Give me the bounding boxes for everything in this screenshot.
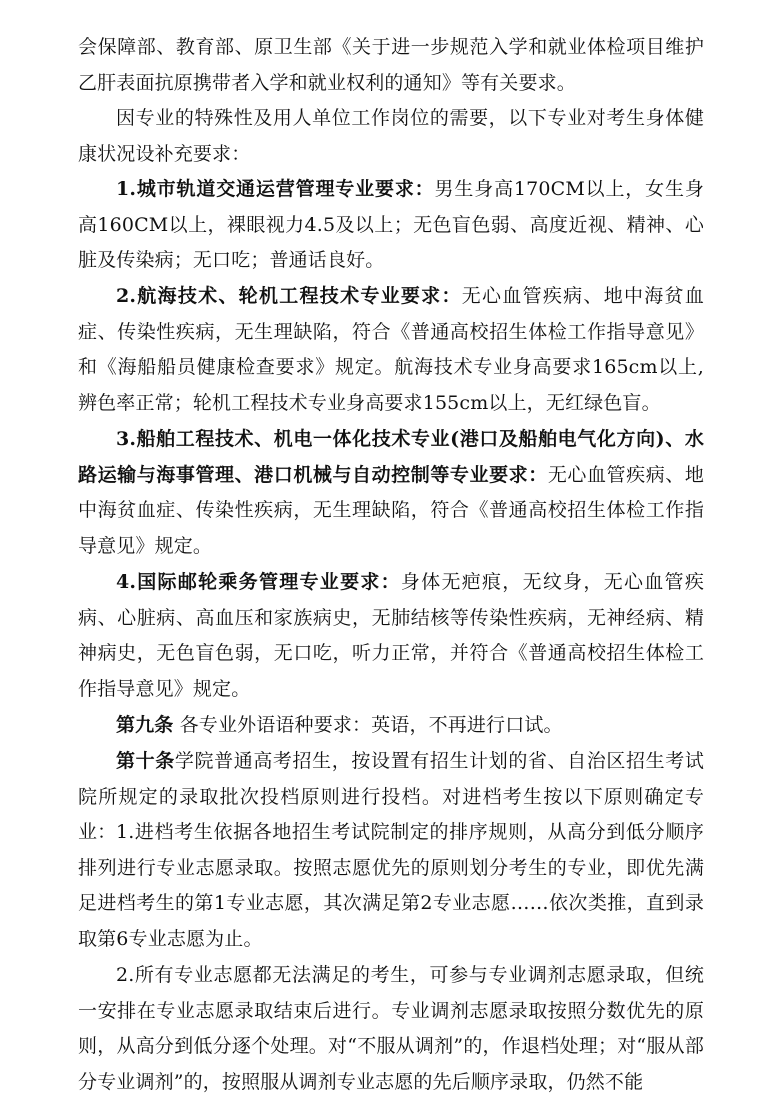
paragraph-requirement-1	[78, 172, 704, 279]
paragraph-text: 身体无疤痕，无纹身，无心血管疾病、心脏病、高血压和家族病史，无肺结核等传染性疾病，无神经病、精神病史，无色盲色弱，无口吃，听力正常，并符合《普通高校招生体检工作指导意见》规定。	[78, 571, 704, 700]
paragraph-text: 各专业外语语种要求：英语，不再进行口试。	[173, 714, 563, 736]
paragraph-admission-rule-1	[78, 815, 704, 957]
paragraph-lead: 1.城市轨道交通运营管理专业要求：	[116, 178, 435, 200]
paragraph-text: 会保障部、教育部、原卫生部《关于进一步规范入学和就业体检项目维护乙肝表面抗原携带者入学和就业权利的通知》等有关要求。	[78, 36, 704, 94]
paragraph-lead: 3.船舶工程技术、机电一体化技术专业(港口及船舶电气化方向)、水路运输与海事管理、港口机械与自动控制等专业要求：	[78, 428, 704, 486]
article-number: 第十条	[116, 750, 175, 772]
paragraph-text: 1.进档考生依据各地招生考试院制定的排序规则，从高分到低分顺序排列进行专业志愿录取。按照志愿优先的原则划分考生的专业，即优先满足进档考生的第1专业志愿，其次满足第2专业志愿……依次类推，直到录取第6专业志愿为止。	[78, 821, 704, 950]
paragraph-text: 因专业的特殊性及用人单位工作岗位的需要，以下专业对考生身体健康状况设补充要求：	[78, 107, 704, 165]
paragraph-article-9	[78, 708, 704, 744]
paragraph-requirement-2	[78, 279, 704, 421]
paragraph-lead: 4.国际邮轮乘务管理专业要求：	[116, 571, 401, 593]
paragraph-notice-continuation	[78, 30, 704, 101]
article-number: 第九条	[116, 714, 174, 736]
paragraph-special-requirements-intro	[78, 101, 704, 172]
paragraph-text: 2.所有专业志愿都无法满足的考生，可参与专业调剂志愿录取，但统一安排在专业志愿录取结束后进行。专业调剂志愿录取按照分数优先的原则，从高分到低分逐个处理。对“不服从调剂”的，作退档处理；对“服从部分专业调剂”的，按照服从调剂专业志愿的先后顺序录取，仍然不能	[78, 964, 704, 1093]
paragraph-text: 学院普通高考招生，按设置有招生计划的省、自治区招生考试院所规定的录取批次投档原则进行投档。对进档考生按以下原则确定专业：	[78, 750, 705, 844]
paragraph-text: 无心血管疾病、地中海贫血症、传染性疾病，无生理缺陷，符合《普通高校招生体检工作指导意见》规定。	[78, 463, 704, 557]
paragraph-text: 男生身高170CM以上，女生身高160CM以上，裸眼视力4.5及以上；无色盲色弱、高度近视、精神、心脏及传染病；无口吃；普通话良好。	[78, 178, 704, 272]
paragraph-admission-rule-2	[78, 958, 704, 1100]
paragraph-text: 无心血管疾病、地中海贫血症、传染性疾病，无生理缺陷，符合《普通高校招生体检工作指导意见》和《海船船员健康检查要求》规定。航海技术专业身高要求165cm以上,辨色率正常；轮机工程技术专业身高要求155cm以上，无红绿色盲。	[78, 285, 704, 414]
paragraph-requirement-3	[78, 422, 704, 564]
paragraph-lead: 2.航海技术、轮机工程技术专业要求：	[116, 285, 462, 307]
paragraph-requirement-4	[78, 565, 704, 707]
